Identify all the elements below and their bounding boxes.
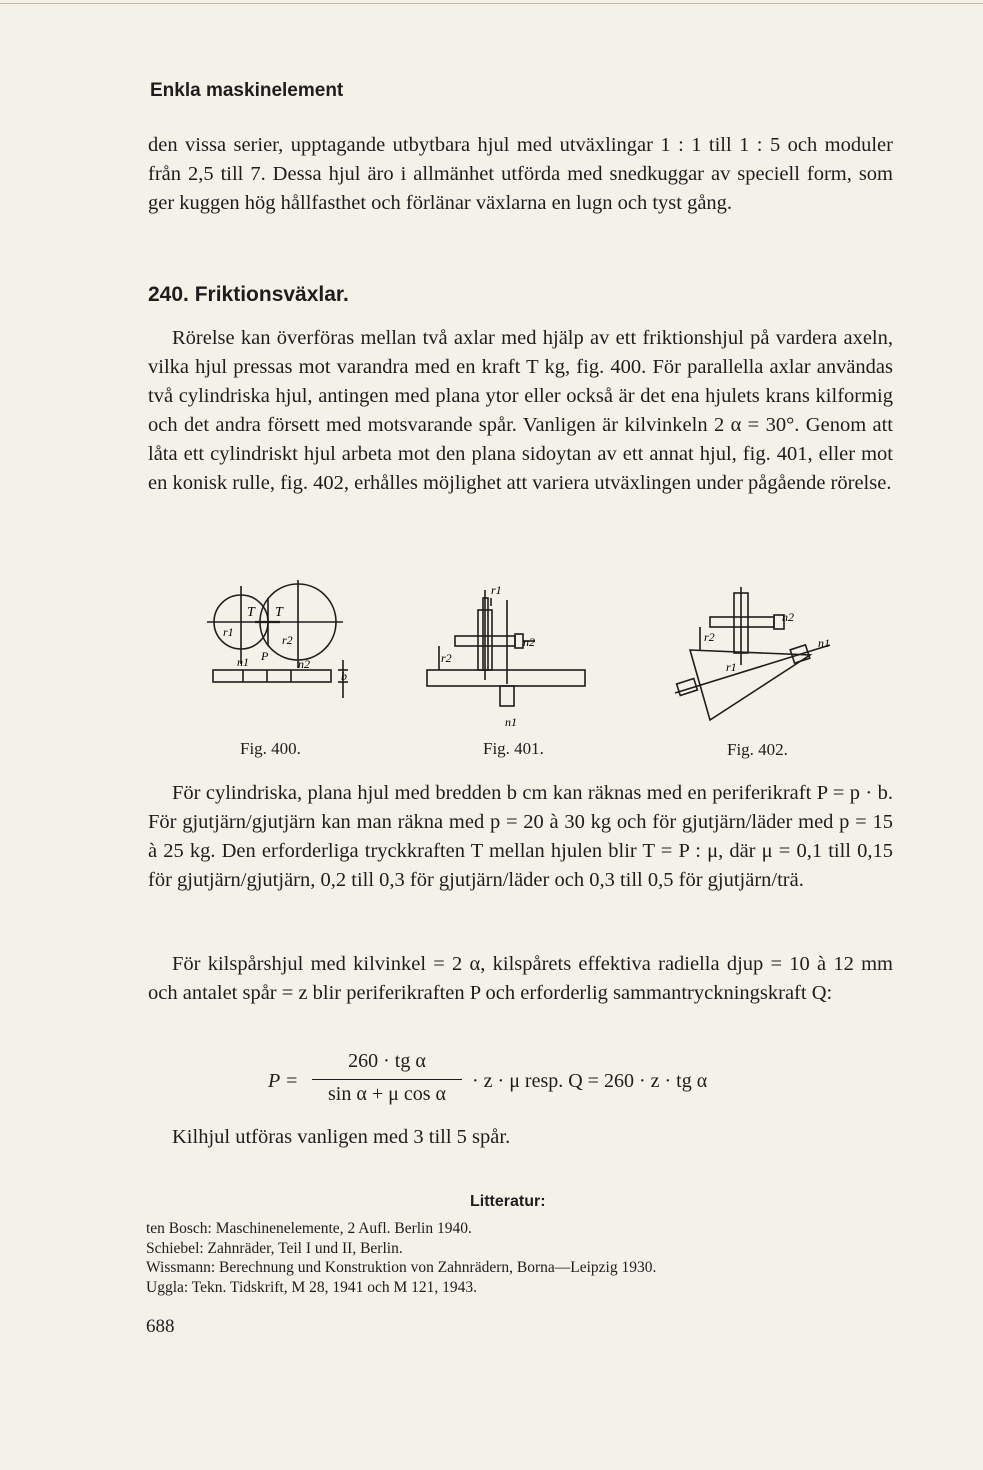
- formula-numerator: 260 · tg α: [348, 1050, 426, 1072]
- fig401-label-n1: n1: [505, 715, 517, 729]
- literature-item: Uggla: Tekn. Tidskrift, M 28, 1941 och M 121, 1943.: [146, 1278, 478, 1296]
- fig400-label-b: b: [341, 669, 347, 683]
- fig400-label-t1: T: [247, 605, 255, 620]
- running-header: Enkla maskinelement: [150, 80, 344, 101]
- literature-list: [146, 1219, 656, 1297]
- fig402-caption: Fig. 402.: [727, 740, 788, 759]
- paragraph-4: För kilspårshjul med kilvinkel = 2 α, kilspårets effektiva radiella djup = 10 à 12 mm och antalet spår = z blir periferikraften P och erforderlig sammantryckningskraft Q:: [148, 953, 893, 1004]
- paragraph-1: den vissa serier, upptagande utbytbara hjul med utväxlingar 1 : 1 till 1 : 5 och moduler från 2,5 till 7. Dessa hjul äro i allmänhet utförda med snedkuggar av speciell form, som ger kuggen hög hållfasthet och förlänar växlarna en lugn och tyst gång.: [148, 134, 893, 214]
- fig400-label-n2: n2: [298, 657, 310, 671]
- formula-tail: · z · μ resp. Q = 260 · z · tg α: [472, 1070, 708, 1092]
- figure-402: [670, 585, 850, 725]
- paragraph-3: För cylindriska, plana hjul med bredden b cm kan räknas med en periferikraft P = p · b. För gjutjärn/gjutjärn kan man räkna med p = 20 à 30 kg och för gjutjärn/läder med p = 15 à 25 kg. Den erforderliga tryckkraften T mellan hjulen blir T = P : μ, där μ = 0,1 till 0,15 för gjutjärn/gjutjärn, 0,2 till 0,3 för gjutjärn/läder och 0,3 till 0,5 för gjutjärn/trä.: [148, 782, 893, 891]
- figure-400: [195, 578, 355, 708]
- section-heading: 240. Friktionsväxlar.: [148, 283, 349, 306]
- paragraph-2: Rörelse kan överföras mellan två axlar med hjälp av ett friktionshjul på vardera axeln, vilka hjul pressas mot varandra med en kraft T kg, fig. 400. För parallella axlar användas två cylindriska hjul, antingen med plana ytor eller också är det ena hjulets krans kilformig och det andra försett med motsvarande spår. Vanligen är kilvinkeln 2 α = 30°. Genom att låta ett cylindriskt hjul arbeta mot den plana sidoytan av ett annat hjul, fig. 401, eller mot en konisk rulle, fig. 402, erhålles möjlighet att variera utväxlingen under pågående rörelse.: [148, 327, 893, 494]
- fig401-label-n2: n2: [523, 635, 535, 649]
- fig400-label-t2: T: [275, 605, 283, 620]
- fig402-label-r1: r1: [726, 660, 737, 674]
- literature-item: Wissmann: Berechnung und Konstruktion von Zahnrädern, Borna—Leipzig 1930.: [146, 1259, 657, 1276]
- fig401-label-r1: r1: [491, 583, 502, 597]
- literature-title: Litteratur:: [470, 1193, 546, 1210]
- fig400-label-p: P: [261, 649, 269, 663]
- fig400-label-n1: n1: [237, 655, 249, 669]
- fig402-label-n2: n2: [782, 610, 794, 624]
- figure-401: [425, 580, 590, 730]
- fig400-label-r2: r2: [282, 633, 293, 647]
- literature-item: ten Bosch: Maschinenelemente, 2 Aufl. Berlin 1940.: [146, 1220, 472, 1237]
- paragraph-5: Kilhjul utföras vanligen med 3 till 5 spår.: [172, 1126, 511, 1148]
- fig401-caption: Fig. 401.: [483, 739, 544, 758]
- page-number: 688: [146, 1316, 175, 1337]
- page-edge-line: [0, 3, 983, 4]
- formula: [268, 1050, 788, 1110]
- fig402-label-n1: n1: [818, 636, 830, 650]
- fig402-label-r2: r2: [704, 630, 715, 644]
- formula-denominator: sin α + μ cos α: [328, 1083, 446, 1105]
- fig400-caption: Fig. 400.: [240, 739, 301, 758]
- fig400-label-r1: r1: [223, 625, 234, 639]
- literature-item: Schiebel: Zahnräder, Teil I und II, Berlin.: [146, 1239, 403, 1257]
- fig401-label-r2: r2: [441, 651, 452, 665]
- formula-fraction-bar: [312, 1079, 462, 1080]
- formula-lhs: P =: [268, 1070, 299, 1092]
